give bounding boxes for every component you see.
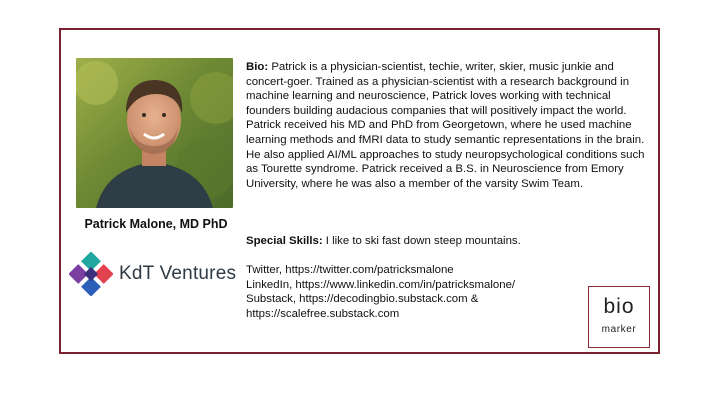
profile-card [59,28,660,354]
bio-paragraph [246,60,656,191]
person-name: Patrick Malone, MD PhD [84,217,228,231]
special-skills [246,234,656,249]
skills-text: I like to ski fast down steep mountains. [325,235,521,247]
kdt-ventures-logo [69,250,244,298]
skills-label: Special Skills: [246,235,323,247]
profile-photo [76,58,233,208]
biomarker-logo [588,286,650,348]
biomarker-logo-bottom: marker [601,324,637,335]
company-name: KdT Ventures [119,263,237,284]
linkedin-link[interactable]: LinkedIn, https://www.linkedin.com/in/patricksmalone/ [246,278,516,291]
kdt-mark-icon [69,252,113,296]
substack-link[interactable]: Substack, https://decodingbio.substack.com & [246,293,479,306]
twitter-link[interactable]: Twitter, https://twitter.com/patricksmalone [246,264,454,276]
bio-text: Patrick is a physician-scientist, techie, writer, skier, music junkie and concert-goer. Trained as a physician-scientist with a research background in machine learning and neuroscience, Patrick loves working with technical founders building audacious companies that will positively impact the world. Patrick received his MD and PhD from Georgetown, where he used machine learning methods and fMRI data to study semantic representations in the brain. He also applied AI/ML approaches to study neuropsychological conditions such as Tourette syndrome. Patrick received a B.S. in Neuroscience from Emory University, where he was also a member of the varsity Swim Team. [246,61,645,190]
bio-label: Bio: [246,61,269,73]
scalefree-link[interactable]: https://scalefree.substack.com [246,307,400,320]
biomarker-logo-top: bio [603,295,635,318]
